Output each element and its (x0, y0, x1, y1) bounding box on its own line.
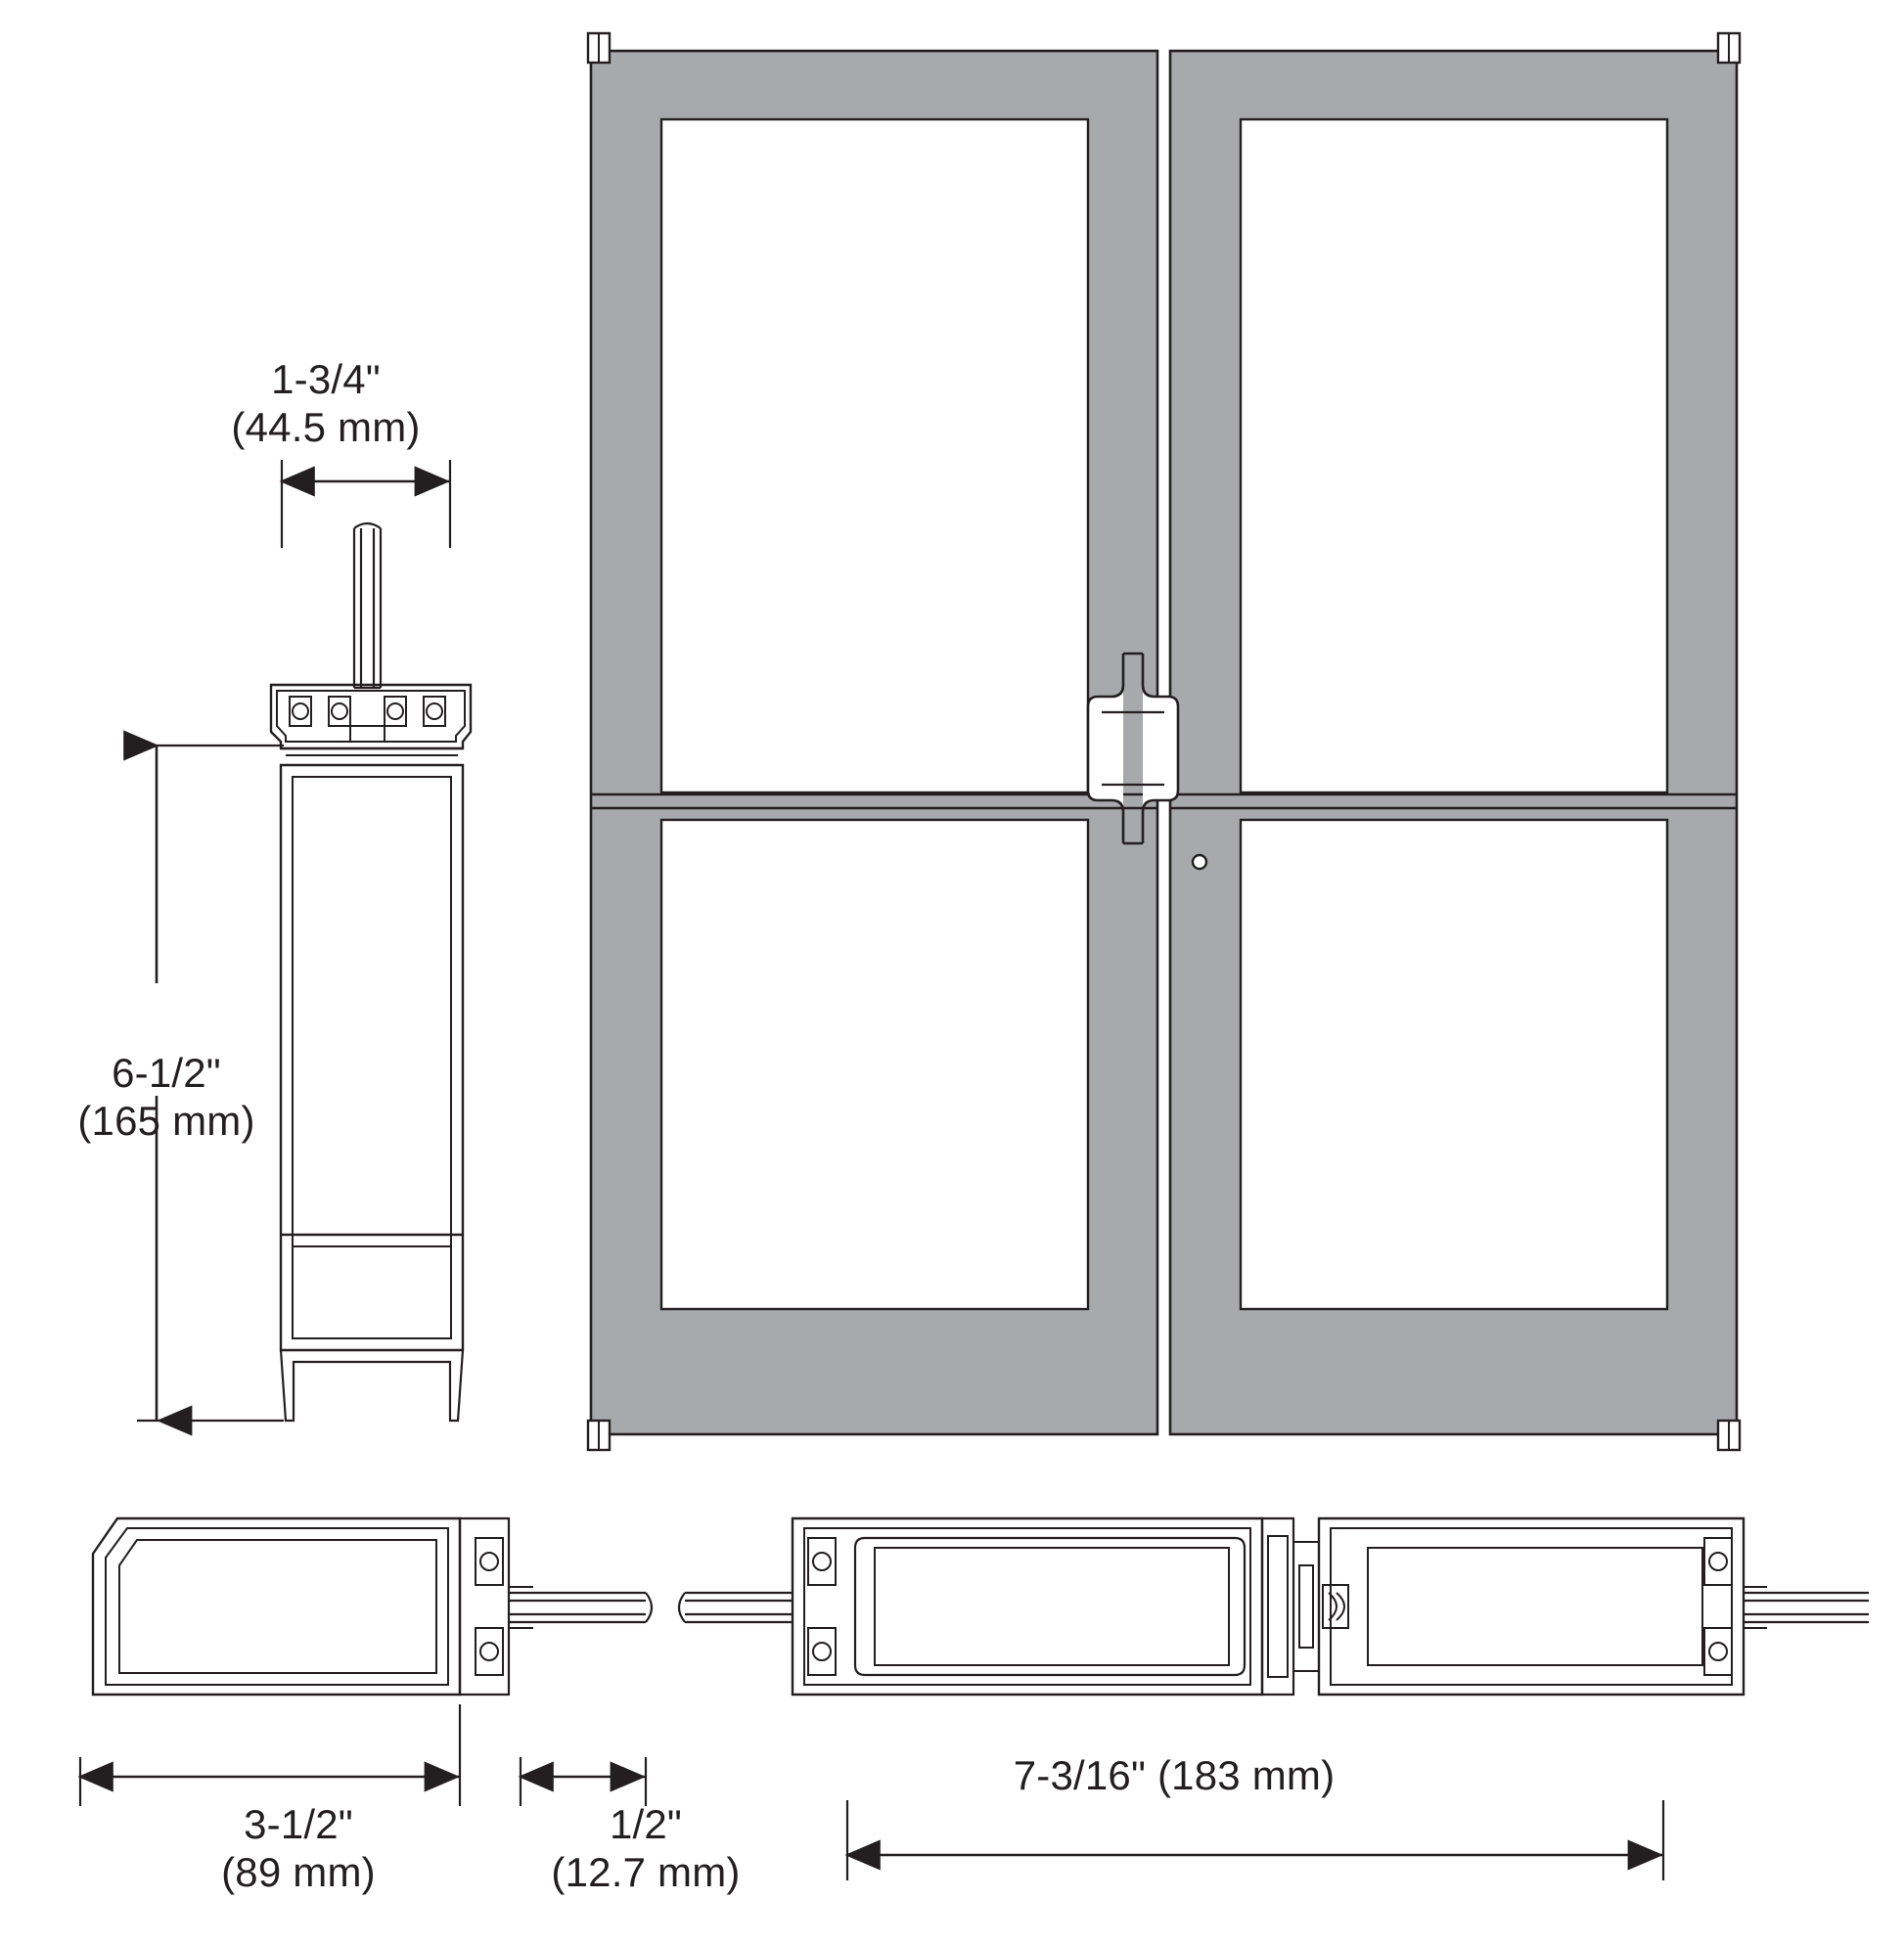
horizontal-section-right (679, 1518, 1869, 1695)
dimension-metric-meeting-stile-pair: (183 mm) (1156, 1752, 1336, 1798)
dimension-arrow-bottom-rail (137, 746, 284, 1421)
dimension-metric-stile-thickness: (44.5 mm) (231, 404, 421, 451)
left-leaf-lower-lite (661, 820, 1088, 1309)
horizontal-section-left (93, 1518, 652, 1695)
dimension-imperial-stile-thickness: 1-3/4" (271, 355, 381, 402)
dimension-arrow-glass-pocket (521, 1757, 646, 1806)
dimension-arrow-meeting-stile-pair (847, 1800, 1663, 1880)
dimension-arrow-jamb-depth (80, 1704, 460, 1806)
right-leaf-upper-lite (1241, 119, 1667, 792)
dimension-metric-glass-pocket: (12.7 mm) (551, 1849, 741, 1896)
bottom-pivot-right (1718, 1421, 1740, 1450)
cylinder-lock-icon (1193, 855, 1206, 869)
bottom-pivot-left (588, 1421, 610, 1450)
vertical-section-profile (271, 523, 471, 1421)
dimension-metric-jamb-depth: (89 mm) (221, 1849, 376, 1896)
dimension-imperial-bottom-rail: 6-1/2" (112, 1049, 221, 1096)
left-door-leaf (591, 51, 1157, 1434)
door-pair-elevation (588, 33, 1740, 1450)
right-door-leaf (1170, 51, 1737, 1434)
left-leaf-upper-lite (661, 119, 1088, 792)
top-pivot-right (1718, 33, 1740, 63)
dimension-arrow-stile-thickness (282, 460, 450, 548)
dimension-imperial-glass-pocket: 1/2" (609, 1800, 683, 1847)
dimension-imperial-meeting-stile-pair: 7-3/16" (1013, 1752, 1147, 1798)
dimension-imperial-jamb-depth: 3-1/2" (244, 1800, 353, 1847)
right-leaf-lower-lite (1241, 820, 1667, 1309)
top-pivot-left (588, 33, 610, 63)
dimension-metric-bottom-rail: (165 mm) (77, 1098, 255, 1145)
